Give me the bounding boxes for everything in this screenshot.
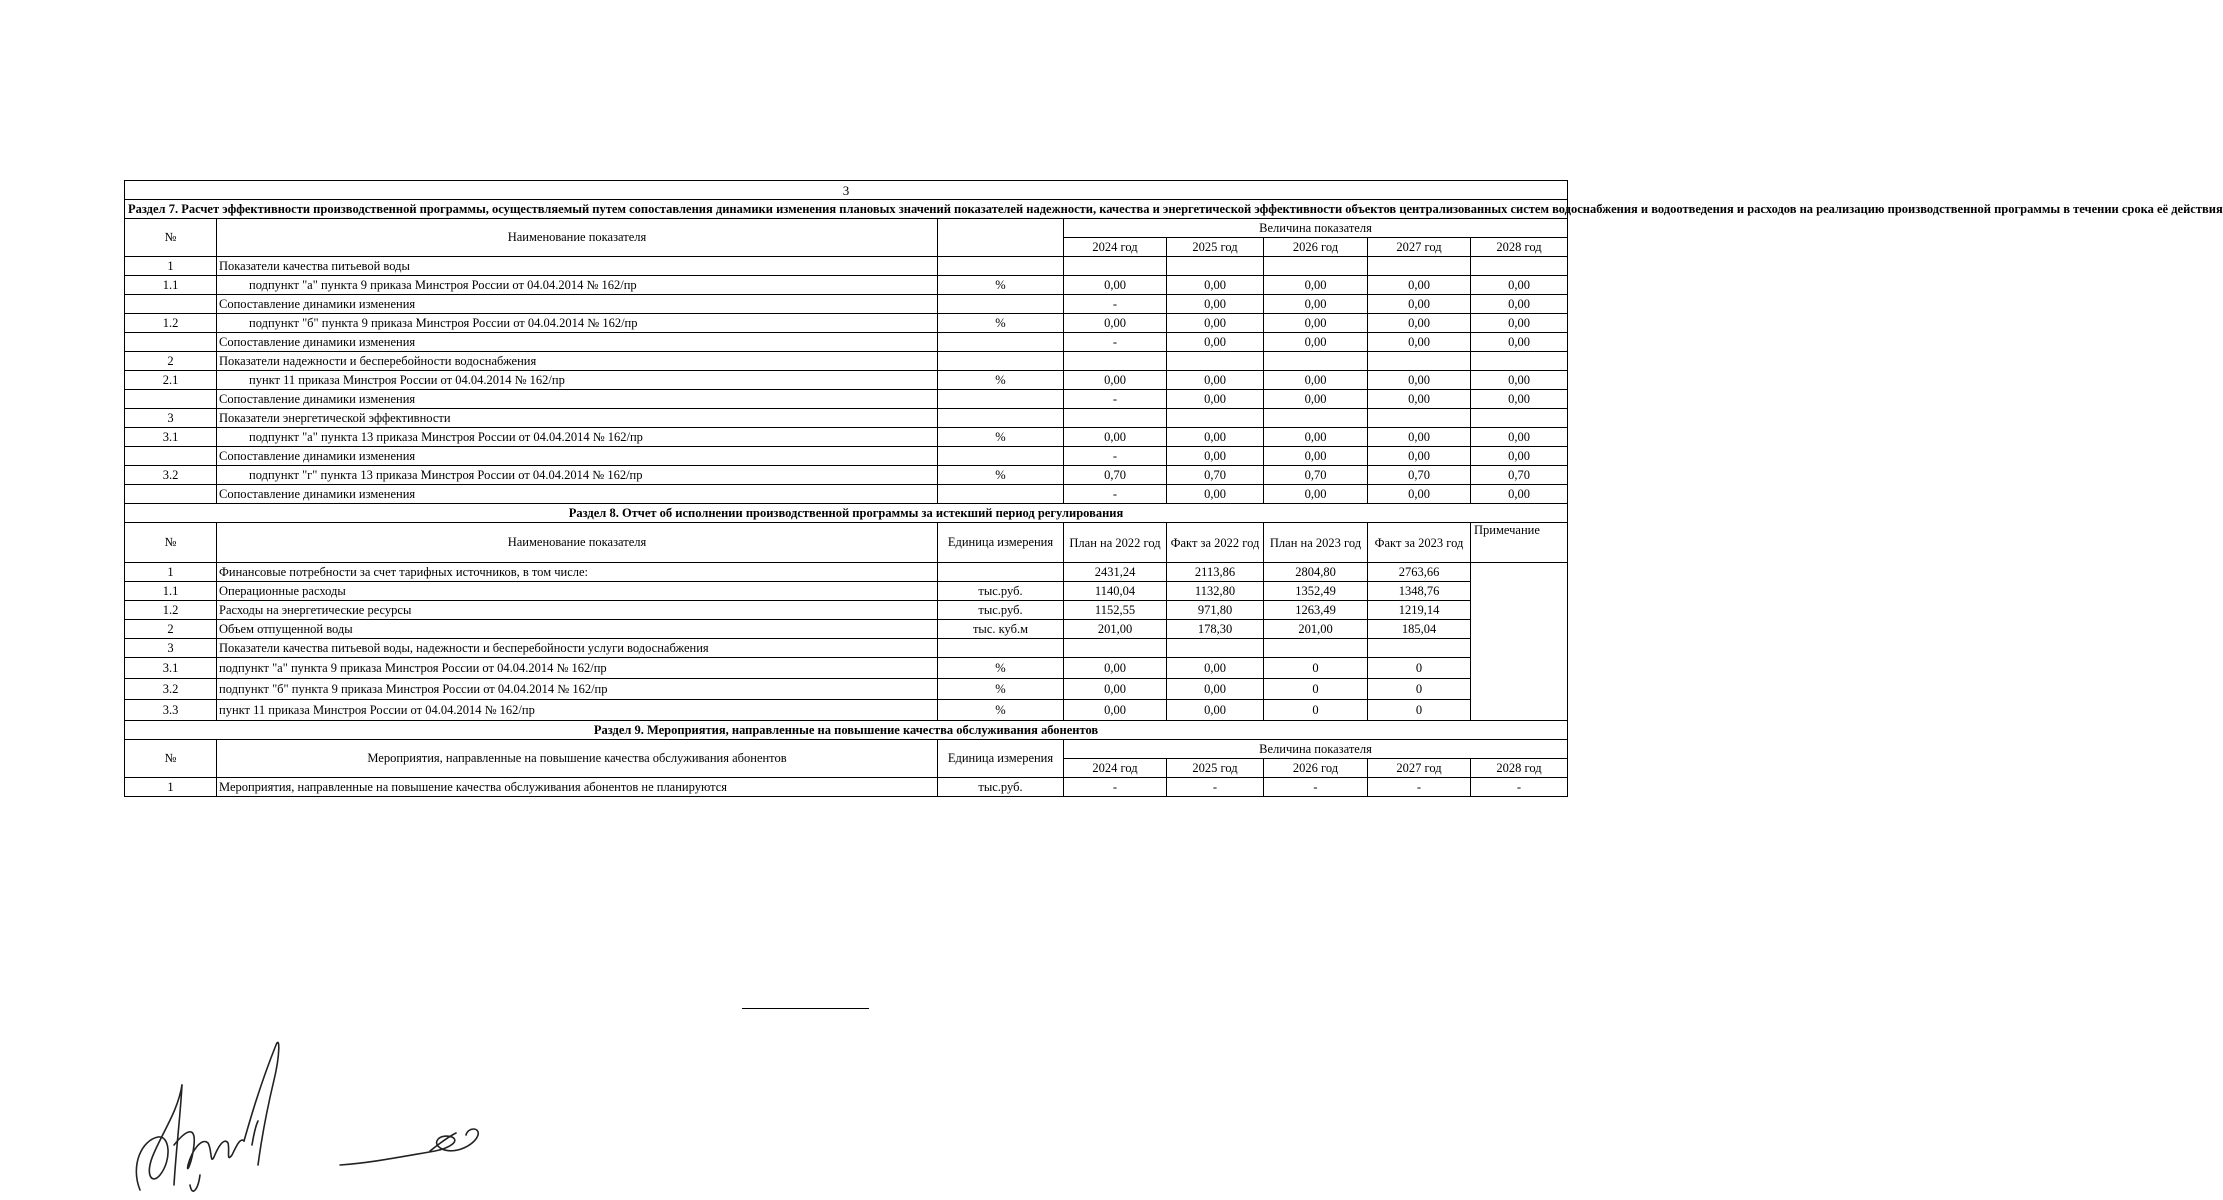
- row-value: 0,00: [1264, 333, 1368, 352]
- row-number: 3.1: [125, 658, 217, 679]
- row-unit: тыс.руб.: [938, 582, 1064, 601]
- row-value: 2763,66: [1368, 563, 1471, 582]
- section9-header-row-1: [125, 740, 1568, 759]
- section9-head: [125, 721, 1568, 778]
- row-value: [1064, 409, 1167, 428]
- row-name: Финансовые потребности за счет тарифных источников, в том числе:: [217, 563, 938, 582]
- row-value: 0,00: [1167, 700, 1264, 721]
- row-value: [1368, 352, 1471, 371]
- row-value: 1352,49: [1264, 582, 1368, 601]
- section8-title-row: [125, 504, 1568, 523]
- section7-year-2028: 2028 год: [1471, 238, 1568, 257]
- row-value: [1471, 409, 1568, 428]
- note-cell-empty: [1471, 563, 1568, 721]
- row-value: 0,00: [1167, 390, 1264, 409]
- row-value: 0: [1264, 679, 1368, 700]
- section9-body: [125, 778, 1568, 797]
- row-value: 2804,80: [1264, 563, 1368, 582]
- row-unit: [938, 295, 1064, 314]
- row-value: -: [1264, 778, 1368, 797]
- row-value: 0,00: [1471, 485, 1568, 504]
- row-unit: [938, 352, 1064, 371]
- row-value: 0,00: [1064, 276, 1167, 295]
- table-row: [125, 314, 1568, 333]
- row-name: Показатели надежности и бесперебойности водоснабжения: [217, 352, 938, 371]
- row-value: -: [1064, 295, 1167, 314]
- row-unit: тыс.руб.: [938, 778, 1064, 797]
- row-value: 0,00: [1264, 276, 1368, 295]
- row-value: -: [1064, 333, 1167, 352]
- row-unit: %: [938, 466, 1064, 485]
- row-value: [1064, 257, 1167, 276]
- row-name: пункт 11 приказа Минстроя России от 04.04.2014 № 162/пр: [217, 371, 938, 390]
- table-row: [125, 428, 1568, 447]
- row-value: 0,00: [1471, 371, 1568, 390]
- row-name: Показатели качества питьевой воды: [217, 257, 938, 276]
- row-unit: [938, 563, 1064, 582]
- row-value: -: [1368, 778, 1471, 797]
- section8-col-plan-2023: План на 2023 год: [1264, 523, 1368, 563]
- row-value: 1132,80: [1167, 582, 1264, 601]
- section9-title: Раздел 9. Мероприятия, направленные на повышение качества обслуживания абонентов: [125, 721, 1568, 740]
- row-name: подпункт "а" пункта 13 приказа Минстроя России от 04.04.2014 № 162/пр: [217, 428, 938, 447]
- row-number: [125, 295, 217, 314]
- row-number: 1.2: [125, 314, 217, 333]
- section9-title-row: [125, 721, 1568, 740]
- table-row: [125, 333, 1568, 352]
- row-number: 2: [125, 352, 217, 371]
- row-value: [1064, 639, 1167, 658]
- row-name: Сопоставление динамики изменения: [217, 485, 938, 504]
- row-value: [1264, 409, 1368, 428]
- row-name: подпункт "б" пункта 9 приказа Минстроя России от 04.04.2014 № 162/пр: [217, 314, 938, 333]
- row-unit: %: [938, 658, 1064, 679]
- section7-title: Раздел 7. Расчет эффективности производственной программы, осуществляемый путем сопоставления динамики изменения плановых значений показателей надежности, качества и энергетической эффективности объектов централизованных систем водоснабжения и водоотведения и расходов на реализацию производственной программы в течении срока её действия: [125, 200, 1568, 219]
- row-value: 0,00: [1064, 700, 1167, 721]
- section8-col-unit: Единица измерения: [938, 523, 1064, 563]
- section8-body: [125, 563, 1568, 721]
- row-value: 0,00: [1167, 276, 1264, 295]
- row-name: Сопоставление динамики изменения: [217, 390, 938, 409]
- row-value: 0,00: [1471, 314, 1568, 333]
- row-value: 0,00: [1167, 447, 1264, 466]
- table-row: [125, 582, 1568, 601]
- row-name: подпункт "г" пункта 13 приказа Минстроя России от 04.04.2014 № 162/пр: [217, 466, 938, 485]
- section8-header-row: [125, 523, 1568, 563]
- row-value: 0,00: [1064, 371, 1167, 390]
- section9-year-2024: 2024 год: [1064, 759, 1167, 778]
- table-row: [125, 700, 1568, 721]
- row-value: [1064, 352, 1167, 371]
- row-value: 0,00: [1167, 333, 1264, 352]
- row-value: 2431,24: [1064, 563, 1167, 582]
- row-value: -: [1064, 778, 1167, 797]
- section7-year-2025: 2025 год: [1167, 238, 1264, 257]
- row-value: 0,00: [1264, 485, 1368, 504]
- row-number: 3.1: [125, 428, 217, 447]
- row-value: 0,00: [1471, 295, 1568, 314]
- row-value: 0,70: [1368, 466, 1471, 485]
- row-value: [1264, 257, 1368, 276]
- row-value: 0,00: [1264, 428, 1368, 447]
- row-name: Сопоставление динамики изменения: [217, 447, 938, 466]
- row-name: Сопоставление динамики изменения: [217, 333, 938, 352]
- row-value: 0,00: [1368, 295, 1471, 314]
- table-row: [125, 679, 1568, 700]
- row-name: подпункт "б" пункта 9 приказа Минстроя России от 04.04.2014 № 162/пр: [217, 679, 938, 700]
- row-value: [1471, 352, 1568, 371]
- row-unit: [938, 333, 1064, 352]
- row-number: 1: [125, 563, 217, 582]
- row-value: [1167, 352, 1264, 371]
- page-number-row: [125, 181, 1568, 200]
- section9-col-unit: Единица измерения: [938, 740, 1064, 778]
- section7-body: [125, 257, 1568, 504]
- row-number: [125, 333, 217, 352]
- row-value: 0,00: [1264, 371, 1368, 390]
- row-value: 0,00: [1264, 314, 1368, 333]
- row-value: 178,30: [1167, 620, 1264, 639]
- row-value: 201,00: [1064, 620, 1167, 639]
- table-row: [125, 466, 1568, 485]
- row-value: -: [1471, 778, 1568, 797]
- table-row: [125, 447, 1568, 466]
- row-name: Операционные расходы: [217, 582, 938, 601]
- row-number: 3: [125, 409, 217, 428]
- section9-col-name: Мероприятия, направленные на повышение качества обслуживания абонентов: [217, 740, 938, 778]
- row-number: [125, 447, 217, 466]
- row-unit: [938, 257, 1064, 276]
- row-number: 2: [125, 620, 217, 639]
- row-value: 0,00: [1471, 276, 1568, 295]
- row-value: [1167, 257, 1264, 276]
- row-value: 0: [1368, 679, 1471, 700]
- row-number: 1.1: [125, 582, 217, 601]
- row-name: Расходы на энергетические ресурсы: [217, 601, 938, 620]
- row-name: Показатели качества питьевой воды, надежности и бесперебойности услуги водоснабжения: [217, 639, 938, 658]
- row-value: 971,80: [1167, 601, 1264, 620]
- row-value: 0,00: [1264, 295, 1368, 314]
- row-value: 0,70: [1167, 466, 1264, 485]
- row-value: [1167, 639, 1264, 658]
- row-value: 0,00: [1368, 314, 1471, 333]
- section7-col-value-group: Величина показателя: [1064, 219, 1568, 238]
- end-rule: [742, 1008, 869, 1009]
- row-value: 0,70: [1264, 466, 1368, 485]
- row-value: [1368, 639, 1471, 658]
- row-value: 0,00: [1167, 658, 1264, 679]
- row-value: 0,00: [1167, 314, 1264, 333]
- row-unit: %: [938, 314, 1064, 333]
- section7-year-2027: 2027 год: [1368, 238, 1471, 257]
- row-number: 1: [125, 778, 217, 797]
- row-value: -: [1064, 390, 1167, 409]
- row-unit: %: [938, 679, 1064, 700]
- row-value: 0,00: [1167, 371, 1264, 390]
- row-value: 0,00: [1264, 390, 1368, 409]
- row-number: 3.2: [125, 466, 217, 485]
- row-value: -: [1167, 778, 1264, 797]
- row-number: 2.1: [125, 371, 217, 390]
- row-value: [1264, 639, 1368, 658]
- row-value: 0,00: [1167, 428, 1264, 447]
- table-row: [125, 658, 1568, 679]
- row-name: Объем отпущенной воды: [217, 620, 938, 639]
- row-number: 1: [125, 257, 217, 276]
- row-name: Сопоставление динамики изменения: [217, 295, 938, 314]
- row-value: 0,00: [1368, 371, 1471, 390]
- section9-year-2026: 2026 год: [1264, 759, 1368, 778]
- table-row: [125, 257, 1568, 276]
- row-name: подпункт "а" пункта 9 приказа Минстроя России от 04.04.2014 № 162/пр: [217, 276, 938, 295]
- table-row: [125, 276, 1568, 295]
- table-row: [125, 390, 1568, 409]
- section9-year-2025: 2025 год: [1167, 759, 1264, 778]
- row-value: 0,00: [1167, 485, 1264, 504]
- section9-year-2027: 2027 год: [1368, 759, 1471, 778]
- section9-col-value-group: Величина показателя: [1064, 740, 1568, 759]
- row-value: 1140,04: [1064, 582, 1167, 601]
- section8-col-name: Наименование показателя: [217, 523, 938, 563]
- row-value: 0,00: [1167, 295, 1264, 314]
- row-value: 0: [1264, 700, 1368, 721]
- table-row: [125, 620, 1568, 639]
- row-value: 0,00: [1368, 276, 1471, 295]
- row-name: подпункт "а" пункта 9 приказа Минстроя России от 04.04.2014 № 162/пр: [217, 658, 938, 679]
- row-value: 0: [1368, 658, 1471, 679]
- row-unit: [938, 639, 1064, 658]
- table-row: [125, 295, 1568, 314]
- row-unit: %: [938, 276, 1064, 295]
- row-number: 3.3: [125, 700, 217, 721]
- row-number: 1.1: [125, 276, 217, 295]
- table-row: [125, 409, 1568, 428]
- document-table: [124, 180, 2223, 797]
- row-value: 1219,14: [1368, 601, 1471, 620]
- row-value: 0,00: [1368, 428, 1471, 447]
- row-unit: [938, 390, 1064, 409]
- row-value: 0,00: [1368, 447, 1471, 466]
- table-row: [125, 639, 1568, 658]
- row-unit: [938, 447, 1064, 466]
- section7-col-name: Наименование показателя: [217, 219, 938, 257]
- row-number: 3.2: [125, 679, 217, 700]
- row-unit: %: [938, 700, 1064, 721]
- table-row: [125, 778, 1568, 797]
- section7-header-row-1: [125, 219, 1568, 238]
- section9-col-num: №: [125, 740, 217, 778]
- row-number: [125, 390, 217, 409]
- section8-col-note: Примечание: [1471, 523, 1568, 563]
- row-unit: [938, 409, 1064, 428]
- row-value: 0,00: [1064, 679, 1167, 700]
- row-value: [1368, 409, 1471, 428]
- row-value: 0,00: [1368, 485, 1471, 504]
- row-value: 0,00: [1368, 390, 1471, 409]
- row-value: -: [1064, 447, 1167, 466]
- row-value: -: [1064, 485, 1167, 504]
- row-value: 201,00: [1264, 620, 1368, 639]
- row-value: 0,00: [1471, 428, 1568, 447]
- table-row: [125, 563, 1568, 582]
- row-value: 0,00: [1064, 658, 1167, 679]
- row-number: 3: [125, 639, 217, 658]
- row-value: 0,00: [1064, 314, 1167, 333]
- section7-col-num: №: [125, 219, 217, 257]
- row-value: [1167, 409, 1264, 428]
- row-value: 2113,86: [1167, 563, 1264, 582]
- section8-col-num: №: [125, 523, 217, 563]
- section7-year-2024: 2024 год: [1064, 238, 1167, 257]
- row-value: 0,00: [1064, 428, 1167, 447]
- table-row: [125, 352, 1568, 371]
- section9-year-2028: 2028 год: [1471, 759, 1568, 778]
- row-value: 1263,49: [1264, 601, 1368, 620]
- section7-year-2026: 2026 год: [1264, 238, 1368, 257]
- section8-col-plan-2022: План на 2022 год: [1064, 523, 1167, 563]
- table-row: [125, 601, 1568, 620]
- table-row: [125, 371, 1568, 390]
- row-value: [1471, 257, 1568, 276]
- section8-head: [125, 504, 1568, 563]
- section8-col-fact-2022: Факт за 2022 год: [1167, 523, 1264, 563]
- row-value: 0,00: [1167, 679, 1264, 700]
- row-value: 0: [1368, 700, 1471, 721]
- row-value: 0,00: [1471, 390, 1568, 409]
- section8-title: Раздел 8. Отчет об исполнении производственной программы за истекший период регулирования: [125, 504, 1568, 523]
- row-value: 0,00: [1264, 447, 1368, 466]
- row-number: [125, 485, 217, 504]
- section7-col-unit: [938, 219, 1064, 257]
- row-value: [1264, 352, 1368, 371]
- row-value: 0,70: [1064, 466, 1167, 485]
- section7-title-row: [125, 200, 1568, 219]
- page-number: 3: [125, 181, 1568, 200]
- row-value: 0,70: [1471, 466, 1568, 485]
- row-unit: [938, 485, 1064, 504]
- section8-col-fact-2023: Факт за 2023 год: [1368, 523, 1471, 563]
- row-name: Мероприятия, направленные на повышение качества обслуживания абонентов не планируются: [217, 778, 938, 797]
- row-value: [1368, 257, 1471, 276]
- row-unit: %: [938, 428, 1064, 447]
- row-unit: %: [938, 371, 1064, 390]
- row-name: Показатели энергетической эффективности: [217, 409, 938, 428]
- table-row: [125, 485, 1568, 504]
- row-name: пункт 11 приказа Минстроя России от 04.04.2014 № 162/пр: [217, 700, 938, 721]
- row-value: 1348,76: [1368, 582, 1471, 601]
- row-value: 1152,55: [1064, 601, 1167, 620]
- handwritten-signature: [130, 1025, 510, 1200]
- row-value: 0: [1264, 658, 1368, 679]
- row-unit: тыс.руб.: [938, 601, 1064, 620]
- row-value: 185,04: [1368, 620, 1471, 639]
- row-unit: тыс. куб.м: [938, 620, 1064, 639]
- row-value: 0,00: [1368, 333, 1471, 352]
- row-value: 0,00: [1471, 447, 1568, 466]
- row-number: 1.2: [125, 601, 217, 620]
- row-value: 0,00: [1471, 333, 1568, 352]
